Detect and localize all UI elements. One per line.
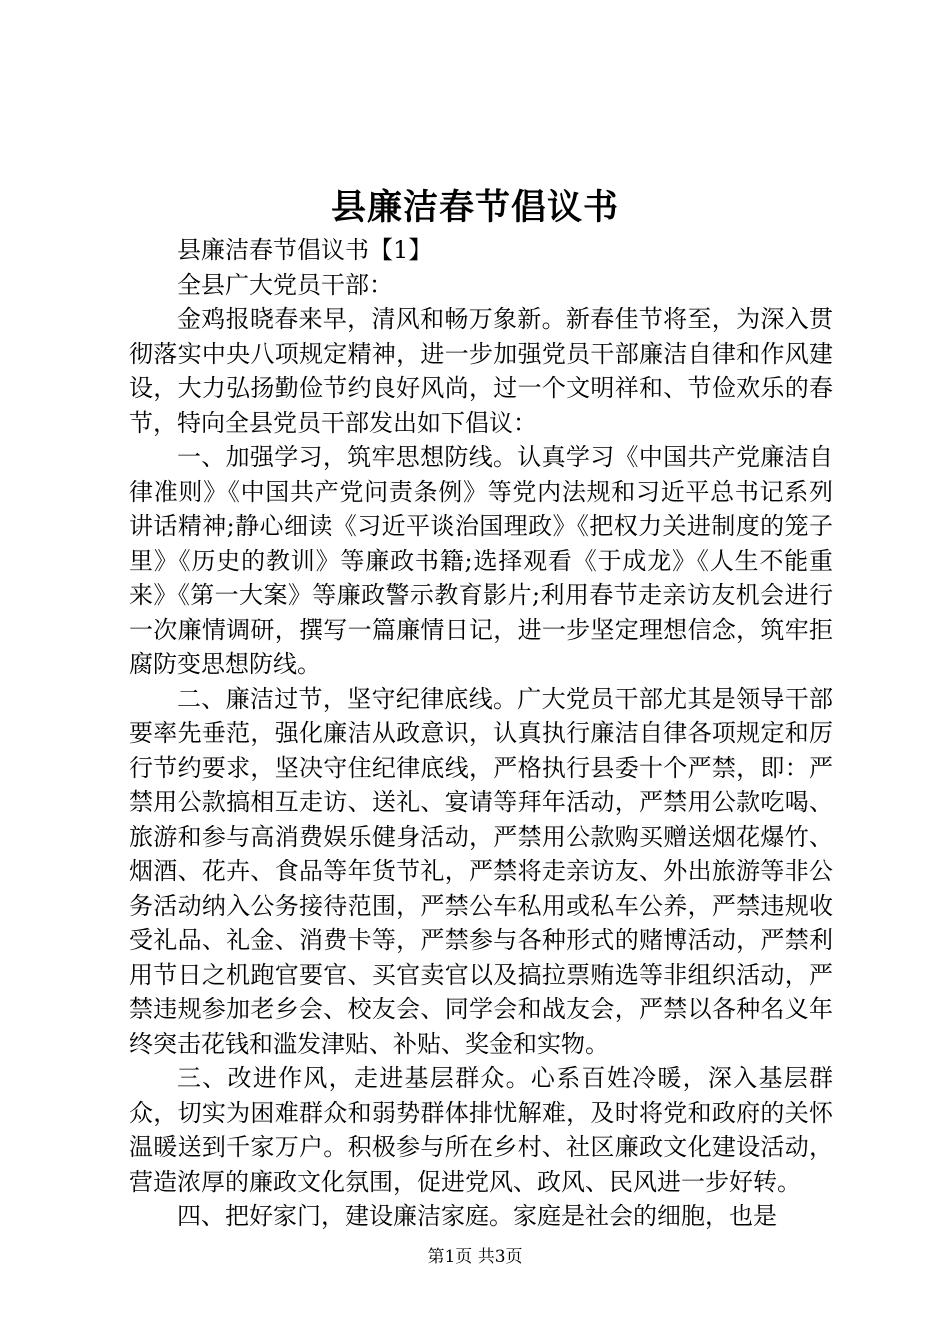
paragraph-point-1: 一、加强学习，筑牢思想防线。认真学习《中国共产党廉洁自律准则》《中国共产党问责条例》等党内法规和习近平总书记系列讲话精神;静心细读《习近平谈治国理政》《把权力关进制度的笼子里》《历史的教训》等廉政书籍;选择观看《于成龙》《人生不能重来》《第一大案》等廉政警示教育影片;利用春节走亲访友机会进行一次廉情调研，撰写一篇廉情日记，进一步坚定理想信念，筑牢拒腐防变思想防线。 bbox=[129, 443, 833, 678]
paragraph-point-3: 三、改进作风，走进基层群众。心系百姓冷暖，深入基层群众，切实为困难群众和弱势群体排忧解难，及时将党和政府的关怀温暖送到千家万户。积极参与所在乡村、社区廉政文化建设活动，营造浓厚的廉政文化氛围，促进党风、政风、民风进一步好转。 bbox=[129, 1064, 833, 1196]
document-body bbox=[129, 233, 833, 1234]
paragraph-point-2: 二、廉洁过节，坚守纪律底线。广大党员干部尤其是领导干部要率先垂范，强化廉洁从政意识，认真执行廉洁自律各项规定和厉行节约要求，坚决守住纪律底线，严格执行县委十个严禁，即：严禁用公款搞相互走访、送礼、宴请等拜年活动，严禁用公款吃喝、旅游和参与高消费娱乐健身活动，严禁用公款购买赠送烟花爆竹、烟酒、花卉、食品等年货节礼，严禁将走亲访友、外出旅游等非公务活动纳入公务接待范围，严禁公车私用或私车公养，严禁违规收受礼品、礼金、消费卡等，严禁参与各种形式的赌博活动，严禁利用节日之机跑官要官、买官卖官以及搞拉票贿选等非组织活动，严禁违规参加老乡会、校友会、同学会和战友会，严禁以各种名义年终突击花钱和滥发津贴、补贴、奖金和实物。 bbox=[129, 684, 833, 1058]
paragraph-subtitle: 县廉洁春节倡议书【1】 bbox=[177, 236, 433, 264]
paragraph-intro: 金鸡报晓春来早，清风和畅万象新。新春佳节将至，为深入贯彻落实中央八项规定精神，进一步加强党员干部廉洁自律和作风建设，大力弘扬勤俭节约良好风尚，过一个文明祥和、节俭欢乐的春节，特向全县党员干部发出如下倡议： bbox=[129, 305, 833, 437]
paragraph-point-4: 四、把好家门，建设廉洁家庭。家庭是社会的细胞，也是 bbox=[177, 1202, 777, 1230]
paragraph-salutation: 全县广大党员干部： bbox=[177, 270, 393, 299]
page-number-footer: 第1页 共3页 bbox=[427, 1247, 523, 1267]
document-title: 县廉洁春节倡议书 bbox=[330, 187, 619, 228]
